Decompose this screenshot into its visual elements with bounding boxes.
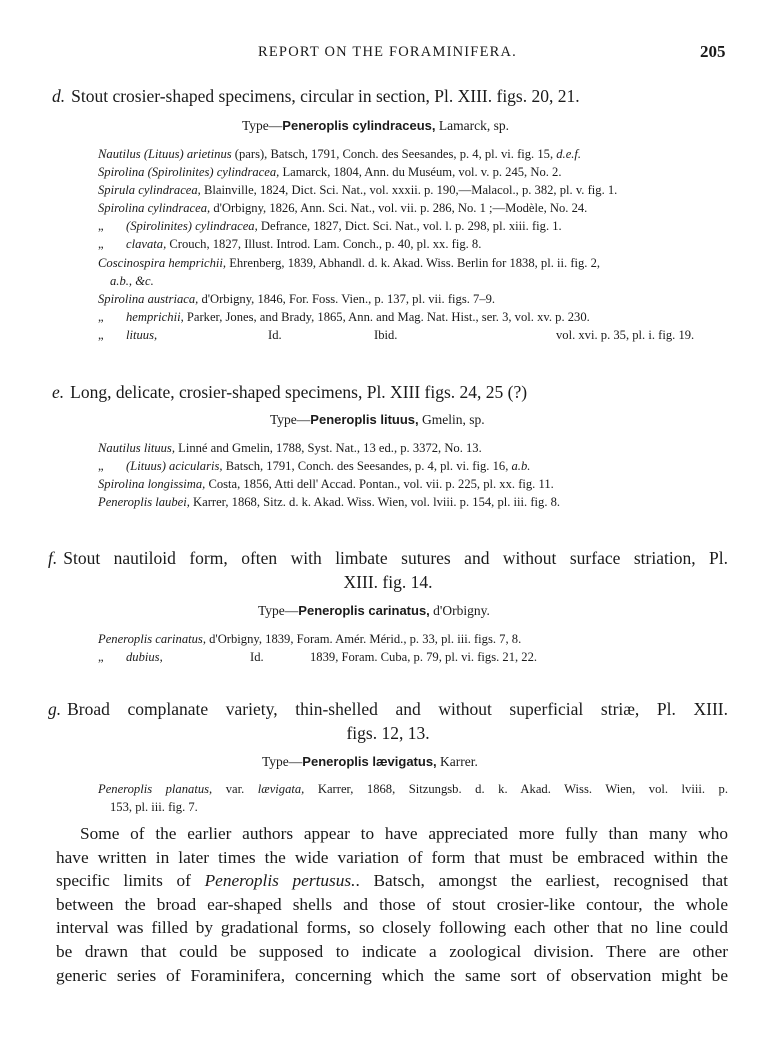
reference-entry [98, 290, 617, 308]
section-f-type [258, 603, 490, 619]
reference-entry [98, 457, 560, 475]
ref-citation: 1839, Foram. Cuba, p. 79, pl. vi. figs. 21, 22. [310, 650, 538, 665]
ditto-mark: „ [98, 237, 104, 252]
section-f-heading [48, 546, 728, 594]
reference-entry [98, 181, 617, 199]
section-heading-text: Stout crosier-shaped specimens, circular in section, Pl. XIII. figs. 20, 21. [71, 86, 580, 106]
ref-citation: Karrer, 1868, Sitzungsb. d. k. Akad. Wiss. Wien, vol. lviii. p. [304, 782, 728, 796]
type-name: Peneroplis lævigatus, [302, 754, 437, 769]
ditto-mark: „ [98, 459, 104, 474]
page-number: 205 [700, 42, 726, 61]
ditto-mark: „ [98, 309, 104, 324]
ref-ibid: Ibid. [374, 328, 398, 342]
ref-citation: d'Orbigny, 1826, Ann. Sci. Nat., vol. vii. p. 286, No. 1 ;—Modèle, No. 24. [210, 201, 588, 216]
paragraph-italic: Peneroplis pertusus. [204, 871, 356, 891]
ref-citation: d'Orbigny, 1839, Foram. Amér. Mérid., p. 33, pl. iii. figs. 7, 8. [205, 632, 522, 646]
type-prefix: Type— [262, 754, 303, 769]
section-e-type [270, 412, 485, 428]
paragraph-line: be drawn that could be supposed to indicate a zoological division. There are other [56, 941, 728, 961]
paragraph-line: interval was filled by gradational forms, so closely following each other that no line could [56, 918, 728, 938]
page-header [0, 44, 776, 66]
section-g-references [98, 780, 728, 816]
ref-citation: d'Orbigny, 1846, For. Foss. Vien., p. 137, pl. vii. figs. 7–9. [198, 291, 496, 306]
section-heading-line2: XIII. fig. 14. [343, 572, 433, 592]
ref-species: Peneroplis laubei, [98, 495, 190, 510]
type-prefix: Type— [258, 603, 299, 618]
paragraph-line: between the broad ear-shaped shells and those of stout crosier-like contour, the whole [56, 894, 728, 914]
type-author: Gmelin, sp. [418, 412, 485, 427]
ref-species: Spirolina (Spirolinites) cylindracea, [98, 165, 280, 180]
ref-citation: Defrance, 1827, Dict. Sci. Nat., vol. l. p. 298, pl. xiii. fig. 1. [257, 219, 562, 234]
ref-species: Spirolina longissima, [98, 477, 206, 492]
ref-species: Nautilus (Lituus) arietinus [98, 147, 232, 161]
ref-species: clavata, [126, 237, 167, 252]
ref-volume: vol. xvi. p. 35, pl. i. fig. 19. [556, 328, 695, 342]
ref-species: Spirolina austriaca, [98, 291, 199, 306]
reference-entry [98, 145, 617, 163]
section-d-type [242, 118, 509, 134]
section-letter: f. [48, 548, 58, 568]
paragraph-text: . Batsch, amongst the earliest, recognised that [355, 871, 728, 891]
ref-species: hemprichii, [126, 309, 184, 324]
paragraph-text: specific limits of [56, 871, 191, 891]
ref-species: Coscinospira hemprichii, [98, 255, 227, 270]
reference-entry [98, 308, 617, 326]
ref-citation: Blainville, 1824, Dict. Sci. Nat., vol. xxxii. p. 190,—Malacol., p. 382, pl. v. fig. 1. [200, 183, 618, 198]
section-letter: g. [48, 699, 62, 719]
reference-entry [98, 630, 698, 648]
reference-entry [98, 475, 560, 493]
ref-citation: Crouch, 1827, Illust. Introd. Lam. Conch., p. 40, pl. xx. fig. 8. [166, 237, 482, 252]
reference-entry [98, 493, 560, 511]
section-g-type [262, 754, 478, 770]
section-heading-line2: figs. 12, 13. [346, 723, 430, 743]
type-author: Lamarck, sp. [435, 118, 509, 133]
section-heading-line1: Broad complanate variety, thin-shelled and without superficial striæ, Pl. XIII. [67, 699, 728, 719]
ref-species: (Spirolinites) cylindracea, [126, 219, 258, 234]
ref-species: Spirula cylindracea, [98, 183, 201, 198]
section-heading-text: Long, delicate, crosier-shaped specimens, Pl. XIII figs. 24, 25 (?) [70, 382, 528, 402]
reference-entry [98, 648, 698, 666]
ref-citation: Linné and Gmelin, 1788, Syst. Nat., 13 ed., p. 3372, No. 13. [174, 441, 482, 455]
ditto-mark: „ [98, 219, 104, 234]
type-author: Karrer. [436, 754, 478, 769]
reference-entry [98, 780, 728, 798]
type-author: d'Orbigny. [429, 603, 490, 618]
ref-figure-letters: a.b. [511, 459, 531, 474]
ditto-mark: „ [98, 328, 104, 342]
ref-species: Peneroplis carinatus, [98, 632, 206, 646]
ref-species: dubius, [126, 650, 163, 665]
ref-citation: a.b., &c. [110, 273, 154, 288]
ditto-mark: „ [98, 650, 104, 665]
ref-species: Nautilus lituus, [98, 441, 175, 455]
ref-id: Id. [268, 328, 282, 342]
reference-entry [98, 163, 617, 181]
body-paragraph [56, 822, 728, 987]
ref-var-label: var. [212, 782, 258, 796]
ref-citation: Batsch, 1791, Conch. des Seesandes, p. 4, pl. vi. fig. 16, [222, 459, 512, 474]
reference-entry [98, 199, 617, 217]
paragraph-line [56, 869, 728, 893]
reference-entry [98, 272, 617, 290]
reference-entry [98, 254, 617, 272]
paragraph-line: generic series of Foraminifera, concerning which the same sort of observation might be [56, 965, 728, 985]
paragraph-line: Some of the earlier authors appear to have appreciated more fully than many who [80, 824, 728, 843]
section-g-heading [48, 697, 728, 745]
type-prefix: Type— [242, 118, 283, 133]
type-name: Peneroplis cylindraceus, [282, 118, 436, 133]
section-d-heading [52, 84, 580, 108]
section-d-references [98, 145, 617, 326]
reference-entry [98, 235, 617, 253]
section-e-heading [52, 380, 527, 404]
ref-citation-cont: 153, pl. iii. fig. 7. [110, 800, 198, 815]
ref-citation: Ehrenberg, 1839, Abhandl. d. k. Akad. Wiss. Berlin for 1838, pl. ii. fig. 2, [226, 255, 601, 270]
ref-id: Id. [250, 650, 264, 665]
ref-species: Peneroplis planatus, [98, 782, 213, 796]
ref-citation: Lamarck, 1804, Ann. du Muséum, vol. v. p. 245, No. 2. [279, 165, 562, 180]
type-prefix: Type— [270, 412, 311, 427]
ref-species: lituus, [126, 328, 158, 342]
section-letter: e. [52, 382, 65, 402]
paragraph-line: have written in later times the wide variation of form that must be embraced within the [56, 847, 728, 867]
section-d-last-ref [98, 326, 738, 344]
ref-variety: lævigata, [257, 782, 305, 796]
reference-entry [98, 217, 617, 235]
ref-citation: Parker, Jones, and Brady, 1865, Ann. and Mag. Nat. Hist., ser. 3, vol. xv. p. 230. [183, 309, 590, 324]
section-letter: d. [52, 86, 66, 106]
section-f-references [98, 630, 698, 666]
section-heading-line1: Stout nautiloid form, often with limbate sutures and without surface striation, Pl. [63, 548, 728, 568]
ref-citation: Karrer, 1868, Sitz. d. k. Akad. Wiss. Wien, vol. lviii. p. 154, pl. iii. fig. 8. [189, 495, 561, 510]
running-title: REPORT ON THE FORAMINIFERA. [258, 44, 517, 60]
type-name: Peneroplis carinatus, [298, 603, 430, 618]
section-e-references [98, 439, 560, 511]
ref-citation: Costa, 1856, Atti dell' Accad. Pontan., vol. vii. p. 225, pl. xx. fig. 11. [205, 477, 554, 492]
ref-species: Spirolina cylindracea, [98, 201, 211, 216]
ref-figure-letters: d.e.f. [556, 147, 582, 161]
ref-species: (Lituus) acicularis, [126, 459, 223, 474]
reference-entry [98, 439, 560, 457]
type-name: Peneroplis lituus, [310, 412, 419, 427]
ref-citation: (pars), Batsch, 1791, Conch. des Seesandes, p. 4, pl. vi. fig. 15, [231, 147, 557, 161]
